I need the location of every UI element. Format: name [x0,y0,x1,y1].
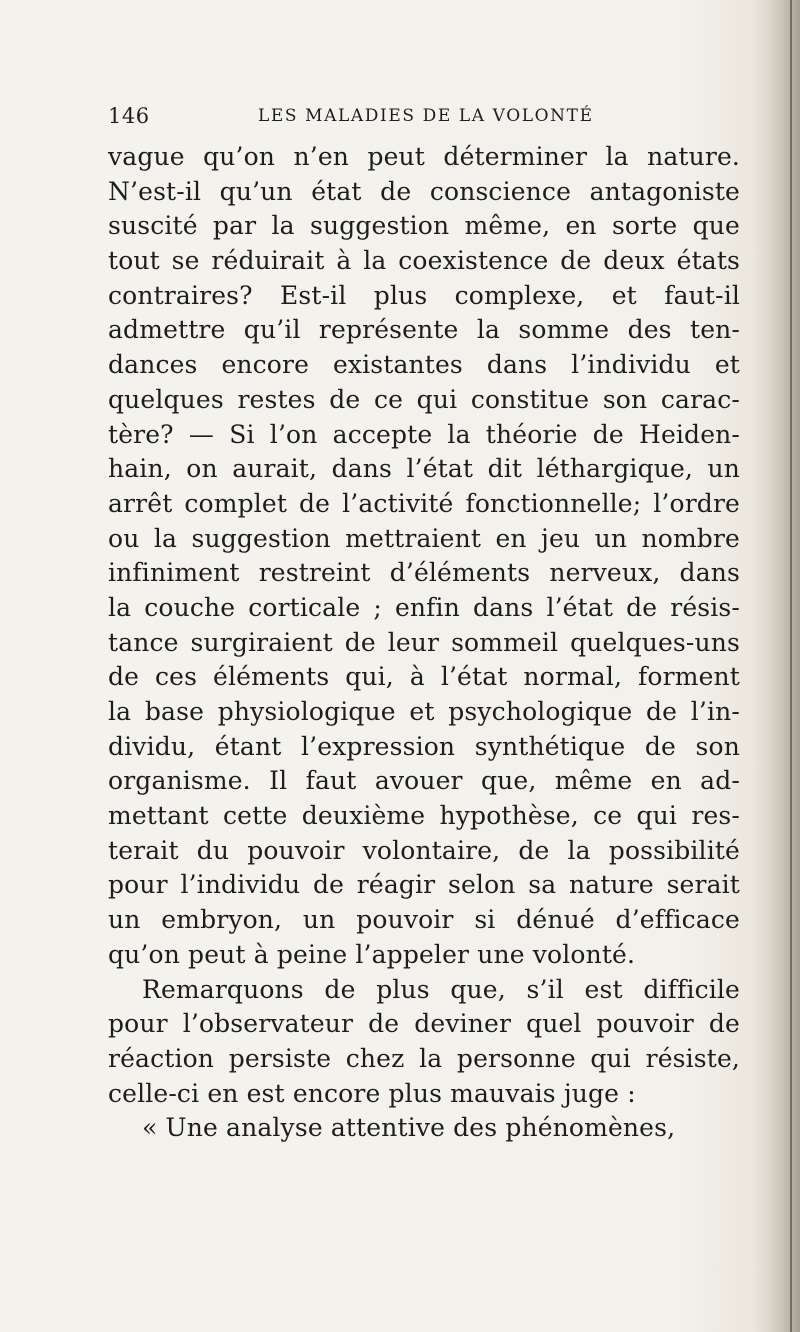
text-line: arrêt complet de l’activité fonctionnelle; l’ordre [108,488,740,518]
text-line: terait du pouvoir volontaire, de la possibilité [108,835,740,865]
page-header [108,104,738,132]
text-line: tance surgiraient de leur sommeil quelques-uns [108,627,740,657]
page-edge-line [790,0,792,1332]
body-text [108,140,740,1146]
text-line: hain, on aurait, dans l’état dit léthargique, un [108,454,740,484]
text-line: dividu, étant l’expression synthétique de son [108,731,740,761]
text-line: organisme. Il faut avouer que, même en ad- [108,766,740,796]
text-line: réaction persiste chez la personne qui résiste, [108,1043,740,1073]
text-line: tout se réduirait à la coexistence de deux états [108,246,740,276]
text-line: admettre qu’il représente la somme des ten- [108,315,740,345]
text-line: de ces éléments qui, à l’état normal, forment [108,662,740,692]
text-line: la couche corticale ; enfin dans l’état de résis- [108,592,740,622]
text-line: ou la suggestion mettraient en jeu un nombre [108,523,740,553]
page-number: 146 [108,104,150,128]
page-edge-shadow [754,0,800,1332]
text-line: « Une analyse attentive des phénomènes, [142,1113,676,1143]
text-line: dances encore existantes dans l’individu et [108,350,740,380]
text-line: pour l’observateur de deviner quel pouvoir de [108,1009,740,1039]
running-head: LES MALADIES DE LA VOLONTÉ [258,106,594,126]
text-line: infiniment restreint d’éléments nerveux, dans [108,558,740,588]
text-line: N’est-il qu’un état de conscience antagoniste [108,176,740,206]
text-line: la base physiologique et psychologique de l’in- [108,697,740,726]
text-line: Remarquons de plus que, s’il est difficile [142,974,740,1004]
text-line: un embryon, un pouvoir si dénué d’efficace [108,905,740,935]
text-line: pour l’individu de réagir selon sa nature serait [108,870,740,900]
text-line: suscité par la suggestion même, en sorte que [108,211,740,241]
text-line: qu’on peut à peine l’appeler une volonté. [108,939,636,969]
text-line: contraires? Est-il plus complexe, et faut-il [108,280,740,310]
text-line: tère? — Si l’on accepte la théorie de Heiden- [108,419,740,449]
text-line: quelques restes de ce qui constitue son carac- [108,384,740,414]
text-line: celle-ci en est encore plus mauvais juge : [108,1078,636,1108]
text-line: vague qu’on n’en peut déterminer la nature. [108,142,740,171]
text-line: mettant cette deuxième hypothèse, ce qui res- [108,801,740,831]
